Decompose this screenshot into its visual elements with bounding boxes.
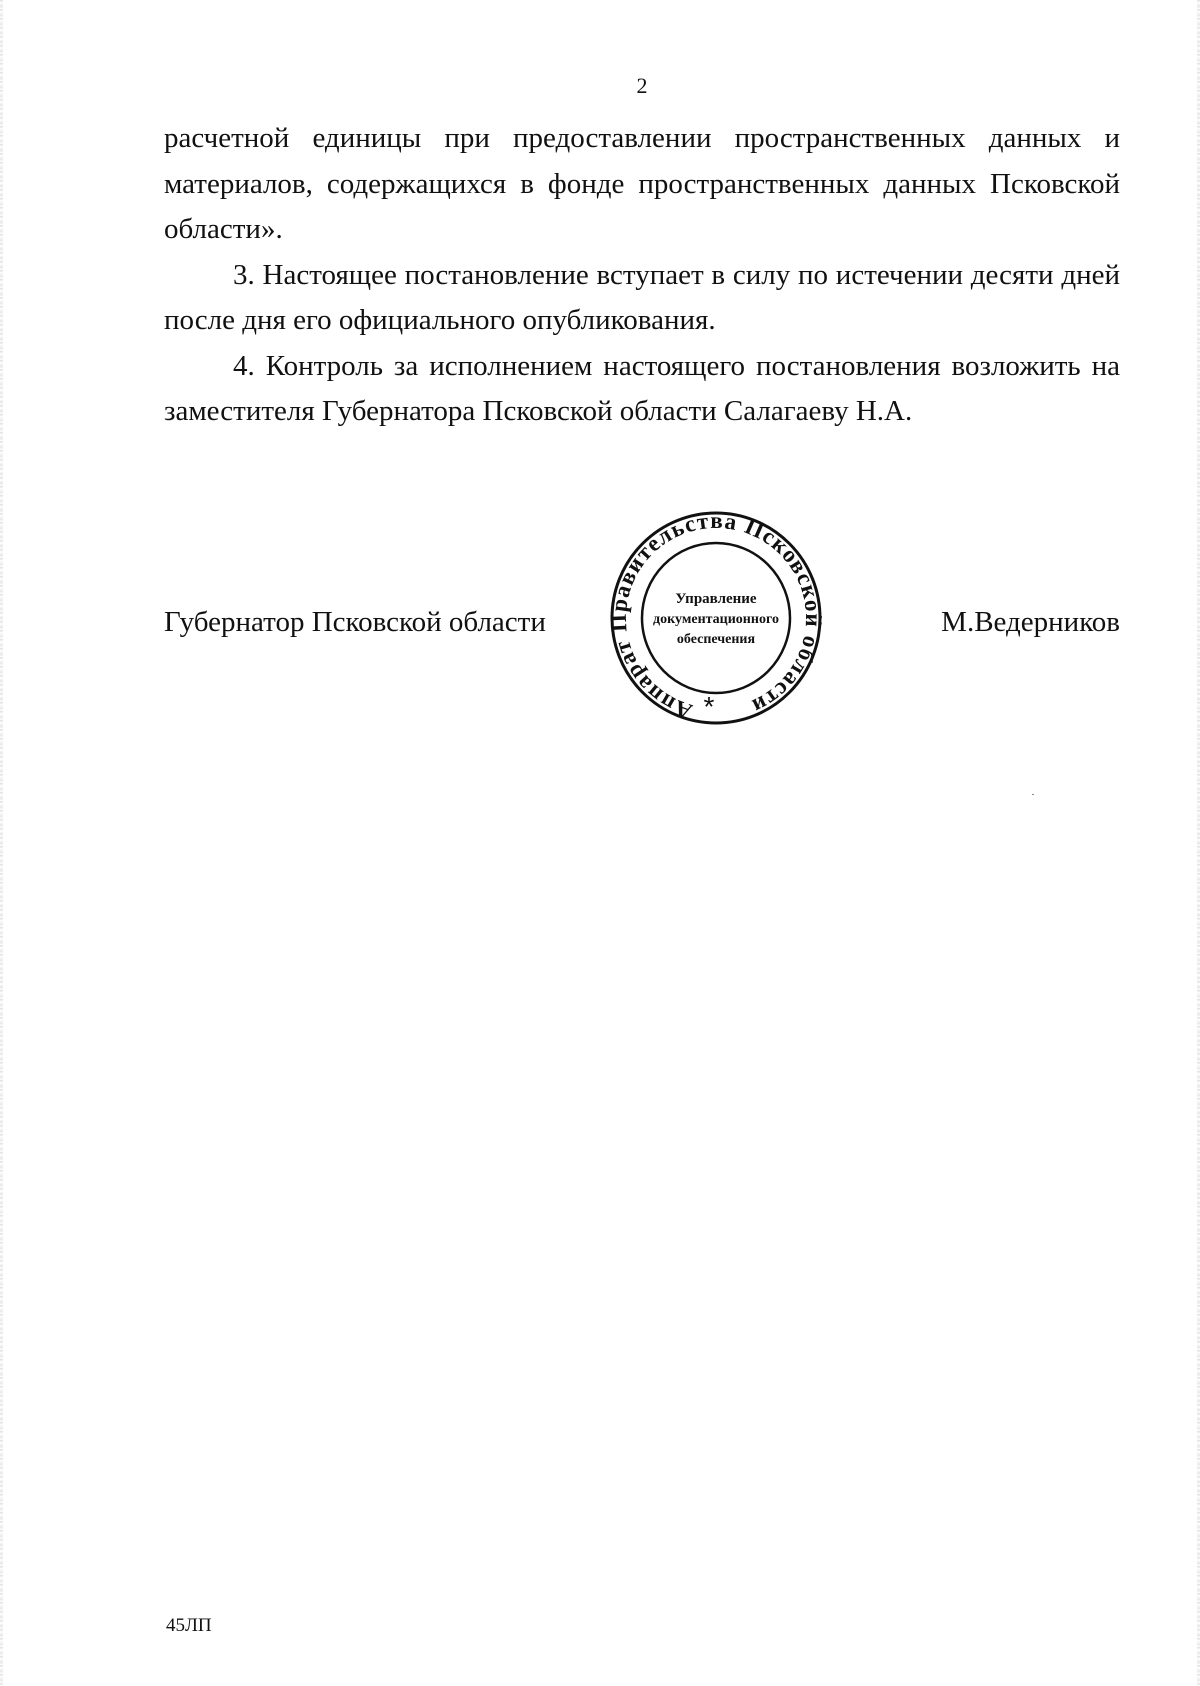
signatory-name: М.Ведерников bbox=[941, 606, 1120, 638]
document-code: 45ЛП bbox=[166, 1615, 212, 1636]
seal-center-line-3: обеспечения bbox=[676, 632, 756, 647]
seal-graphic bbox=[607, 508, 825, 728]
scan-speck bbox=[1032, 794, 1034, 795]
paragraph-continuation: расчетной единицы при предоставлении пространственных данных и материалов, содержащихся в фонде пространственных данных Псковской области». bbox=[164, 122, 1120, 245]
paragraph-item-4: 4. Контроль за исполнением настоящего постановления возложить на заместителя Губернатора Псковской области Салагаеву Н.А. bbox=[164, 349, 1120, 427]
seal-star-icon: * bbox=[703, 691, 715, 722]
official-seal bbox=[607, 508, 825, 728]
signatory-title: Губернатор Псковской области bbox=[164, 606, 546, 638]
seal-center-line-2: документационного bbox=[653, 612, 779, 627]
scan-edge-left bbox=[0, 0, 3, 1686]
seal-center-line-1: Управление bbox=[675, 591, 757, 607]
paragraph-item-3: 3. Настоящее постановление вступает в силу по истечении десяти дней после дня его официального опубликования. bbox=[164, 258, 1120, 336]
seal-ring-text: Аппарат Правительства Псковской области bbox=[607, 508, 825, 725]
document-body bbox=[164, 116, 1120, 435]
page-number: 2 bbox=[636, 73, 648, 98]
